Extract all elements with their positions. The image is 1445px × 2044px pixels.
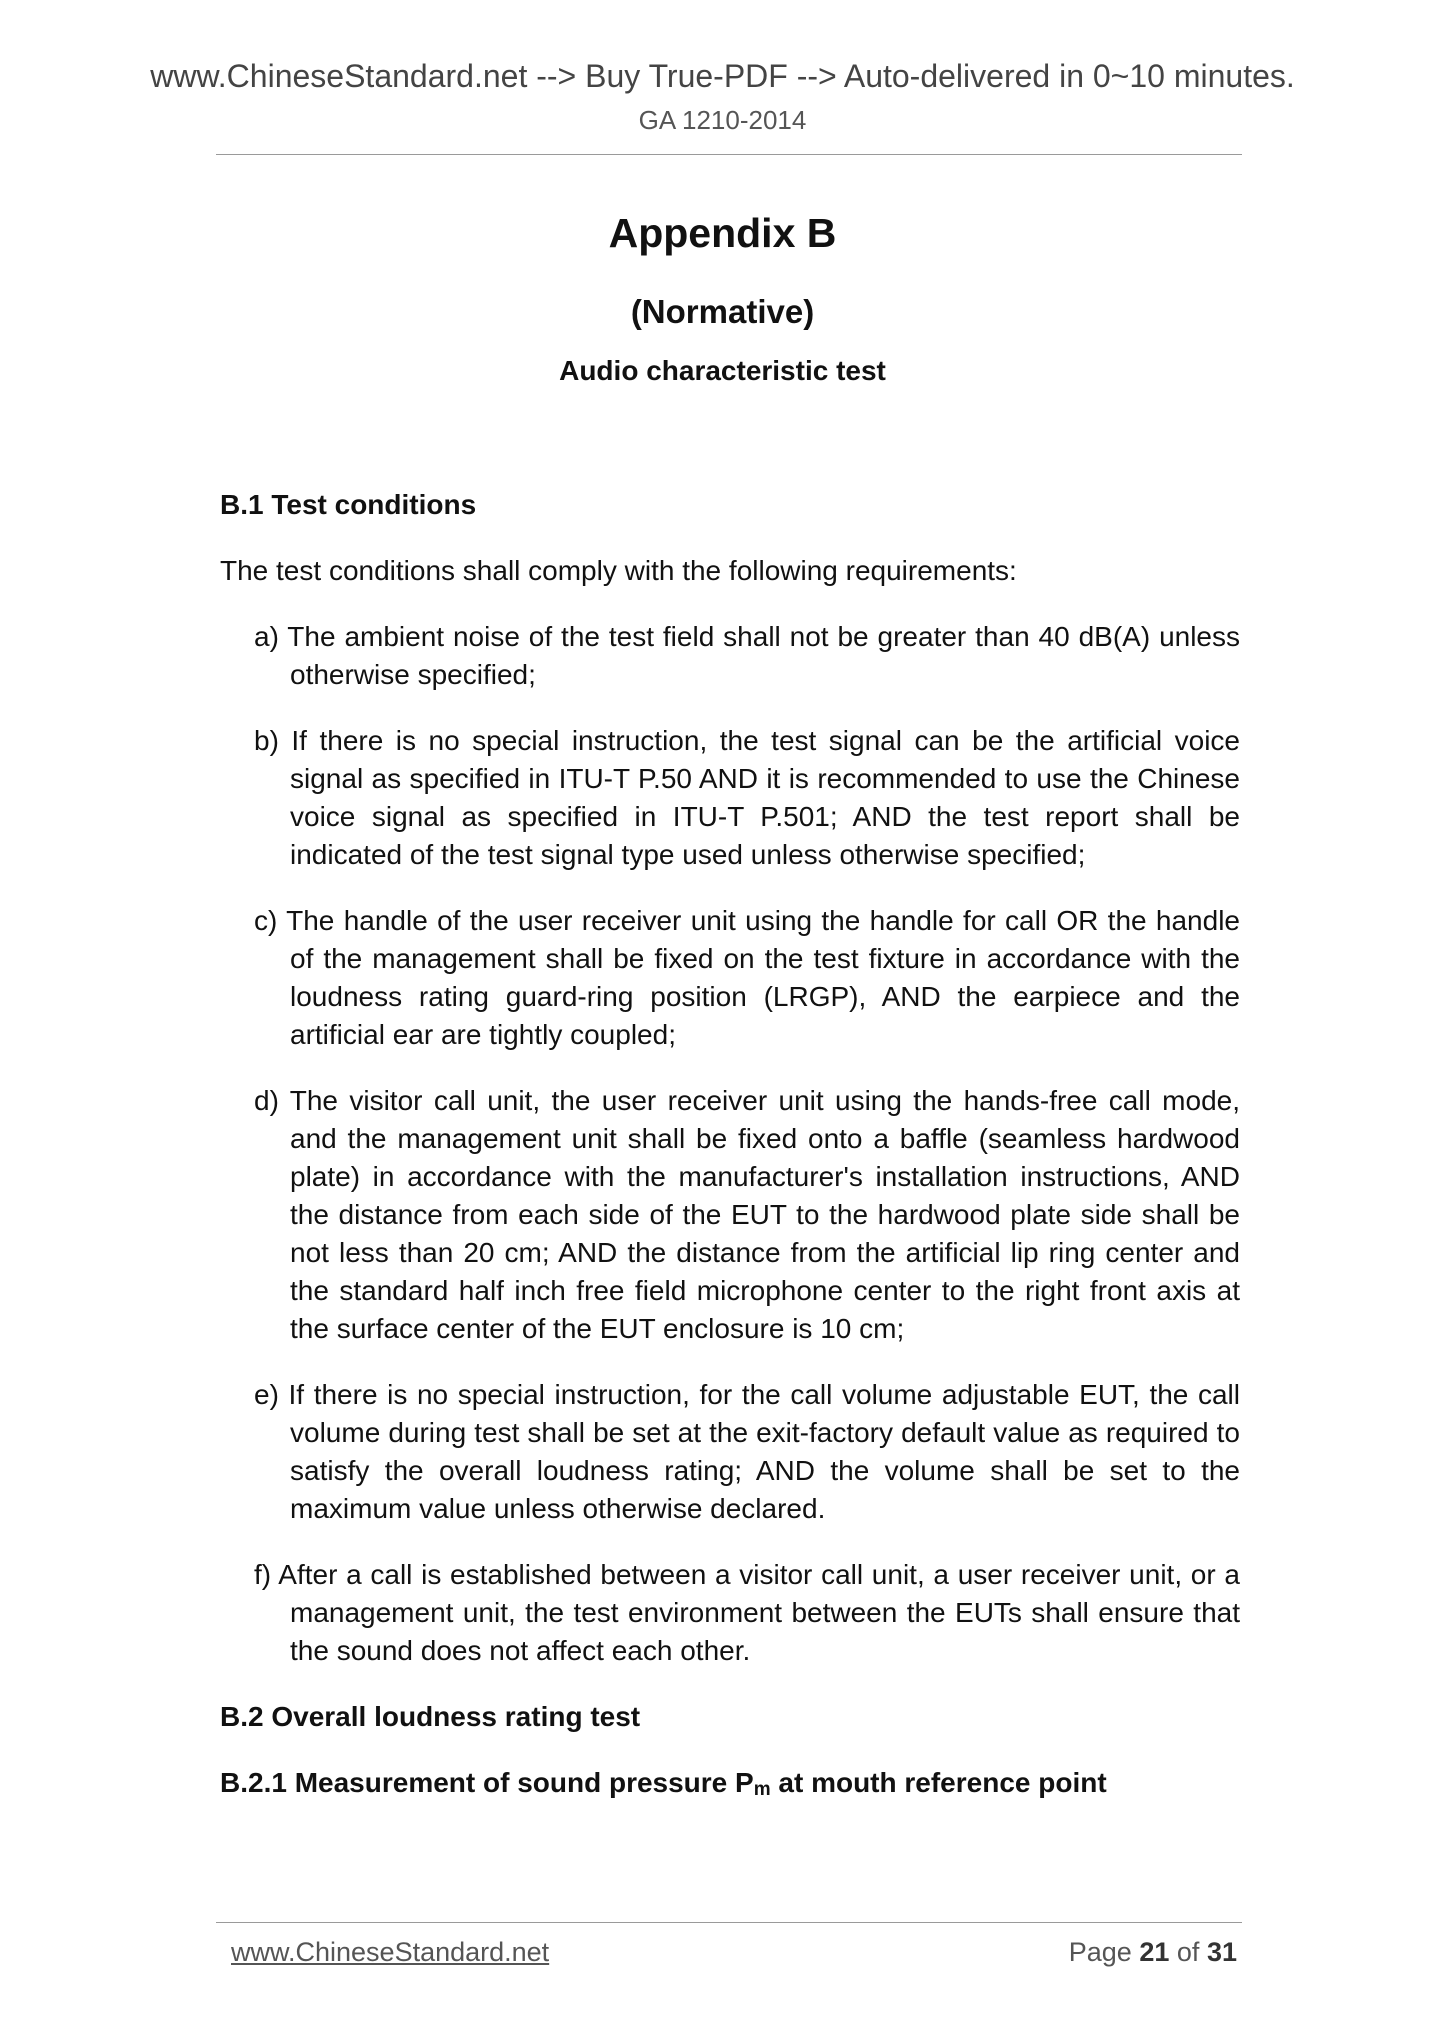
section-heading-b2: B.2 Overall loudness rating test xyxy=(220,1701,641,1732)
heading-subscript: m xyxy=(753,1779,771,1800)
heading-suffix: at mouth reference point xyxy=(770,1767,1107,1798)
section-heading-b1: B.1 Test conditions xyxy=(220,489,477,520)
standard-code: GA 1210-2014 xyxy=(638,105,807,135)
list-item: f) After a call is established between a visitor call unit, a user receiver unit, or a management unit, the test environment between the EUTs shall ensure that the sound does not affect each other. xyxy=(254,1559,1240,1666)
list-item: a) The ambient noise of the test field shall not be greater than 40 dB(A) unless otherwise specified; xyxy=(254,621,1240,690)
appendix-subject: Audio characteristic test xyxy=(559,355,886,386)
page-total: 31 xyxy=(1206,1937,1237,1967)
document-body xyxy=(220,486,1240,1837)
heading-prefix: B.2.1 Measurement of sound pressure P xyxy=(220,1767,754,1798)
section-heading-b21 xyxy=(220,1764,1240,1809)
appendix-subtitle: (Normative) xyxy=(630,293,815,330)
section-intro: The test conditions shall comply with the following requirements: xyxy=(220,555,1017,586)
footer-divider xyxy=(216,1922,1242,1923)
list-item: b) If there is no special instruction, the test signal can be the artificial voice signal as specified in ITU-T P.50 AND it is recommended to use the Chinese voice signal as specified in ITU-T P.501; AND the test report shall be indicated of the test signal type used unless otherwise specified; xyxy=(254,725,1240,870)
header-banner: www.ChineseStandard.net --> Buy True-PDF --> Auto-delivered in 0~10 minutes. xyxy=(150,58,1295,94)
page-current: 21 xyxy=(1139,1937,1170,1967)
list-item: d) The visitor call unit, the user receiver unit using the hands-free call mode, and the management unit shall be fixed onto a baffle (seamless hardwood plate) in accordance with the manufacturer's installation instructions, AND the distance from each side of the EUT to the hardwood plate side shall be not less than 20 cm; AND the distance from the artificial lip ring center and the standard half inch free field microphone center to the right front axis at the surface center of the EUT enclosure is 10 cm; xyxy=(254,1085,1240,1344)
appendix-title: Appendix B xyxy=(608,210,837,256)
footer-website-link[interactable]: www.ChineseStandard.net xyxy=(231,1937,550,1967)
page-of: of xyxy=(1176,1937,1200,1967)
list-item: e) If there is no special instruction, for the call volume adjustable EUT, the call volume during test shall be set at the exit-factory default value as required to satisfy the overall loudness rating; AND the volume shall be set to the maximum value unless otherwise declared. xyxy=(254,1379,1240,1524)
list-item: c) The handle of the user receiver unit using the handle for call OR the handle of the management shall be fixed on the test fixture in accordance with the loudness rating guard-ring position (LRGP), AND the earpiece and the artificial ear are tightly coupled; xyxy=(254,905,1240,1050)
requirements-list xyxy=(220,618,1240,1670)
page-label: Page xyxy=(1068,1937,1132,1967)
page-number xyxy=(1069,1937,1237,1968)
header-divider xyxy=(216,154,1242,155)
